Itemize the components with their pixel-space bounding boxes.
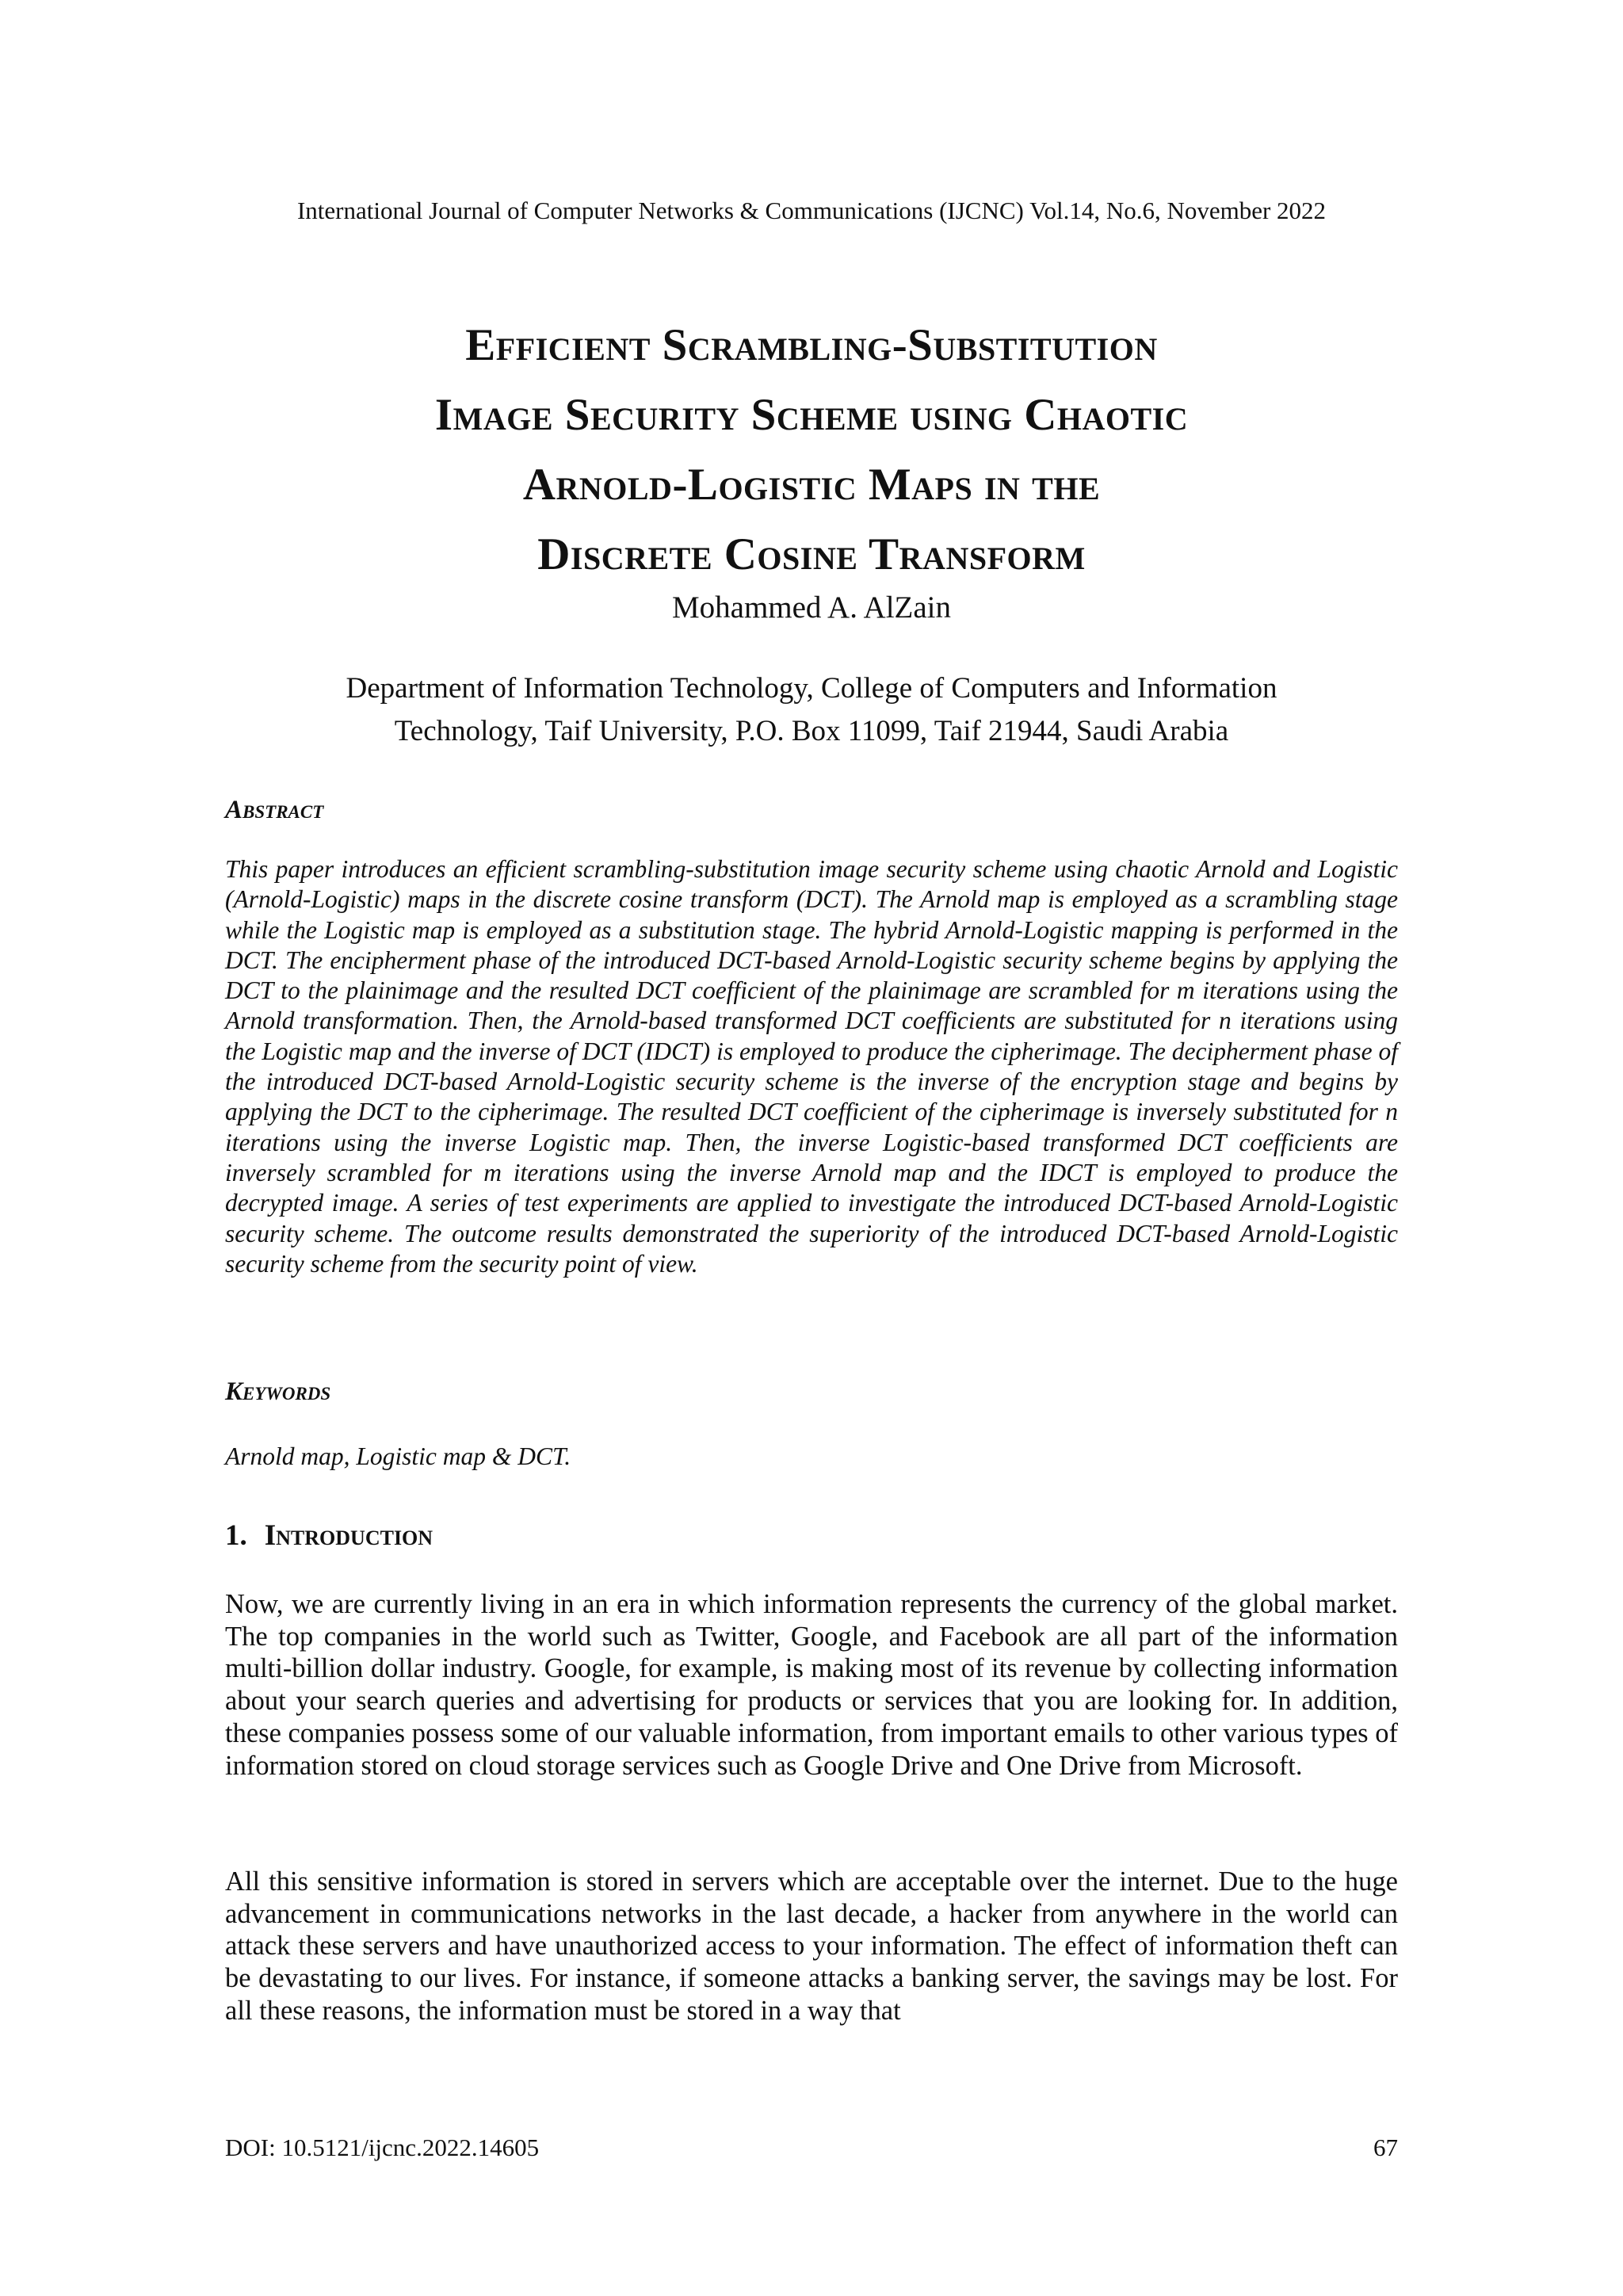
abstract-text: This paper introduces an efficient scrambling-substitution image security scheme using chaotic Arnold and Logistic (Arnold-Logistic) maps in the discrete cosine transform (DCT). The Arnold map is employed as a scrambling stage while the Logistic map is employed as a substitution stage. The hybrid Arnold-Logistic mapping is performed in the DCT. The encipherment phase of the introduced DCT-based Arnold-Logistic security scheme begins by applying the DCT to the plainimage and the resulted DCT coefficient of the plainimage are scrambled for m iterations using the Arnold transformation. Then, the Arnold-based transformed DCT coefficients are substituted for n iterations using the Logistic map and the inverse of DCT (IDCT) is employed to produce the cipherimage. The decipherment phase of the introduced DCT-based Arnold-Logistic security scheme is the inverse of the encryption stage and begins by applying the DCT to the cipherimage. The resulted DCT coefficient of the cipherimage is inversely substituted for n iterations using the inverse Logistic map. Then, the inverse Logistic-based transformed DCT coefficients are inversely scrambled for m iterations using the inverse Arnold map and the IDCT is employed to produce the decrypted image. A series of test experiments are applied to investigate the introduced DCT-based Arnold-Logistic security scheme. The outcome results demonstrated the superiority of the introduced DCT-based Arnold-Logistic security scheme from the security point of view. (225, 855, 1398, 1278)
section-title: Introduction (264, 1519, 433, 1552)
introduction-heading (225, 1517, 433, 1555)
page-number: 67 (1373, 2134, 1398, 2161)
paper-title (190, 311, 1433, 590)
intro-paragraph-2: All this sensitive information is stored in servers which are acceptable over the internet. Due to the huge advancement in communications networks in the last decade, a hacker from anywhere in the world can attack these servers and have unauthorized access to your information. The effect of information theft can be devastating to our lives. For instance, if someone attacks a banking server, the savings may be lost. For all these reasons, the information must be stored in a way that (225, 1866, 1398, 2026)
title-line-3: Arnold-Logistic Maps in the (522, 460, 1101, 510)
affiliation-line-2: Technology, Taif University, P.O. Box 11099, Taif 21944, Saudi Arabia (394, 715, 1229, 747)
title-line-1: Efficient Scrambling-Substitution (465, 320, 1158, 370)
running-header: International Journal of Computer Networks & Communications (IJCNC) Vol.14, No.6, November 2022 (296, 197, 1327, 224)
section-number: 1. (225, 1519, 247, 1552)
author-affiliation (222, 667, 1401, 753)
keywords-heading: Keywords (225, 1377, 331, 1406)
title-line-4: Discrete Cosine Transform (537, 529, 1086, 579)
author-name: Mohammed A. AlZain (671, 590, 952, 625)
intro-paragraph-1: Now, we are currently living in an era in which information represents the currency of the global market. The top companies in the world such as Twitter, Google, and Facebook are all part of the information multi-billion dollar industry. Google, for example, is making most of its revenue by collecting information about your search queries and advertising for products or services that you are looking for. In addition, these companies possess some of our valuable information, from important emails to other various types of information stored on cloud storage services such as Google Drive and One Drive from Microsoft. (225, 1589, 1398, 1781)
abstract-heading: Abstract (225, 796, 324, 824)
keywords-text: Arnold map, Logistic map & DCT. (225, 1442, 571, 1470)
footer-doi: DOI: 10.5121/ijcnc.2022.14605 (225, 2134, 540, 2161)
affiliation-line-1: Department of Information Technology, College of Computers and Information (346, 672, 1277, 705)
title-line-2: Image Security Scheme using Chaotic (434, 390, 1189, 440)
